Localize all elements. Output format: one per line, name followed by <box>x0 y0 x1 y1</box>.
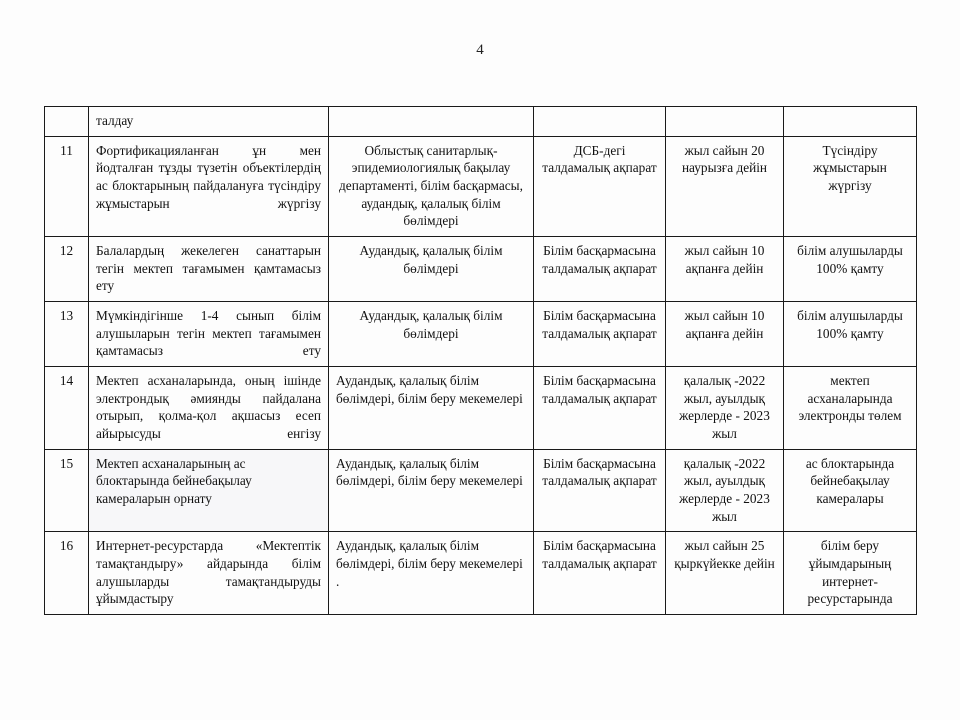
row-number <box>45 107 89 137</box>
action-plan-table <box>44 106 917 615</box>
row-responsible: Аудандық, қалалық білім бөлімдері <box>329 302 534 367</box>
row-action: Мүмкіндігінше 1-4 сынып білім алушыларын тегін мектеп тағамымен қамтамасыз ету <box>89 302 329 367</box>
row-action: Мектеп асханаларында, оның ішінде электрондық әмиянды пайдалана отырып, қолма-қол ақшасыз есеп айырысуды енгізу <box>89 367 329 450</box>
table-row <box>45 449 917 532</box>
row-form: Білім басқармасына талдамалық ақпарат <box>534 302 666 367</box>
row-control <box>784 107 917 137</box>
page-number: 4 <box>476 42 484 58</box>
table-row <box>45 237 917 302</box>
row-number: 12 <box>45 237 89 302</box>
row-term: жыл сайын 10 ақпанға дейін <box>666 237 784 302</box>
row-term: жыл сайын 20 наурызға дейін <box>666 136 784 236</box>
row-control: білім алушыларды 100% қамту <box>784 237 917 302</box>
row-number: 15 <box>45 449 89 532</box>
row-control: мектеп асханаларында электронды төлем <box>784 367 917 450</box>
page-bottom-clip <box>0 660 960 720</box>
row-responsible: Облыстық санитарлық-эпидемиологиялық бақылау департаменті, білім басқармасы, аудандық, қалалық білім бөлімдері <box>329 136 534 236</box>
row-term: қалалық -2022 жыл, ауылдық жерлерде - 2023 жыл <box>666 449 784 532</box>
row-form: Білім басқармасына талдамалық ақпарат <box>534 237 666 302</box>
row-responsible: Аудандық, қалалық білім бөлімдері, білім беру мекемелері <box>329 367 534 450</box>
row-action: Мектеп асханаларының ас блоктарында бейнебақылау камераларын орнату <box>89 449 329 532</box>
row-form: Білім басқармасына талдамалық ақпарат <box>534 449 666 532</box>
table-row <box>45 136 917 236</box>
table-row <box>45 532 917 615</box>
row-responsible: Аудандық, қалалық білім бөлімдері, білім беру мекемелері <box>329 449 534 532</box>
row-action: талдау <box>89 107 329 137</box>
row-number: 11 <box>45 136 89 236</box>
row-number: 13 <box>45 302 89 367</box>
row-action: Балалардың жекелеген санаттарын тегін мектеп тағамымен қамтамасыз ету <box>89 237 329 302</box>
action-plan-table-wrapper <box>44 106 916 615</box>
row-number: 14 <box>45 367 89 450</box>
row-term: жыл сайын 25 қыркүйекке дейін <box>666 532 784 615</box>
row-control: білім беру ұйымдарының интернет-ресурстарында <box>784 532 917 615</box>
row-responsible <box>329 107 534 137</box>
row-form: ДСБ-дегі талдамалық ақпарат <box>534 136 666 236</box>
row-term <box>666 107 784 137</box>
row-control: білім алушыларды 100% қамту <box>784 302 917 367</box>
row-form: Білім басқармасына талдамалық ақпарат <box>534 367 666 450</box>
row-responsible: Аудандық, қалалық білім бөлімдері <box>329 237 534 302</box>
row-number: 16 <box>45 532 89 615</box>
row-control: Түсіндіру жұмыстарын жүргізу <box>784 136 917 236</box>
row-responsible: Аудандық, қалалық білім бөлімдері, білім беру мекемелері . <box>329 532 534 615</box>
row-term: қалалық -2022 жыл, ауылдық жерлерде - 2023 жыл <box>666 367 784 450</box>
row-action: Интернет-ресурстарда «Мектептік тамақтандыру» айдарында білім алушыларды тамақтандыруды ұйымдастыру <box>89 532 329 615</box>
row-form <box>534 107 666 137</box>
table-row <box>45 367 917 450</box>
row-control: ас блоктарында бейнебақылау камералары <box>784 449 917 532</box>
table-row <box>45 107 917 137</box>
row-form: Білім басқармасына талдамалық ақпарат <box>534 532 666 615</box>
row-term: жыл сайын 10 ақпанға дейін <box>666 302 784 367</box>
table-row <box>45 302 917 367</box>
row-action: Фортификацияланған ұн мен йодталған тұзды түзетін объектілердің ас блоктарының пайдалануға түсіндіру жұмыстарын жүргізу <box>89 136 329 236</box>
